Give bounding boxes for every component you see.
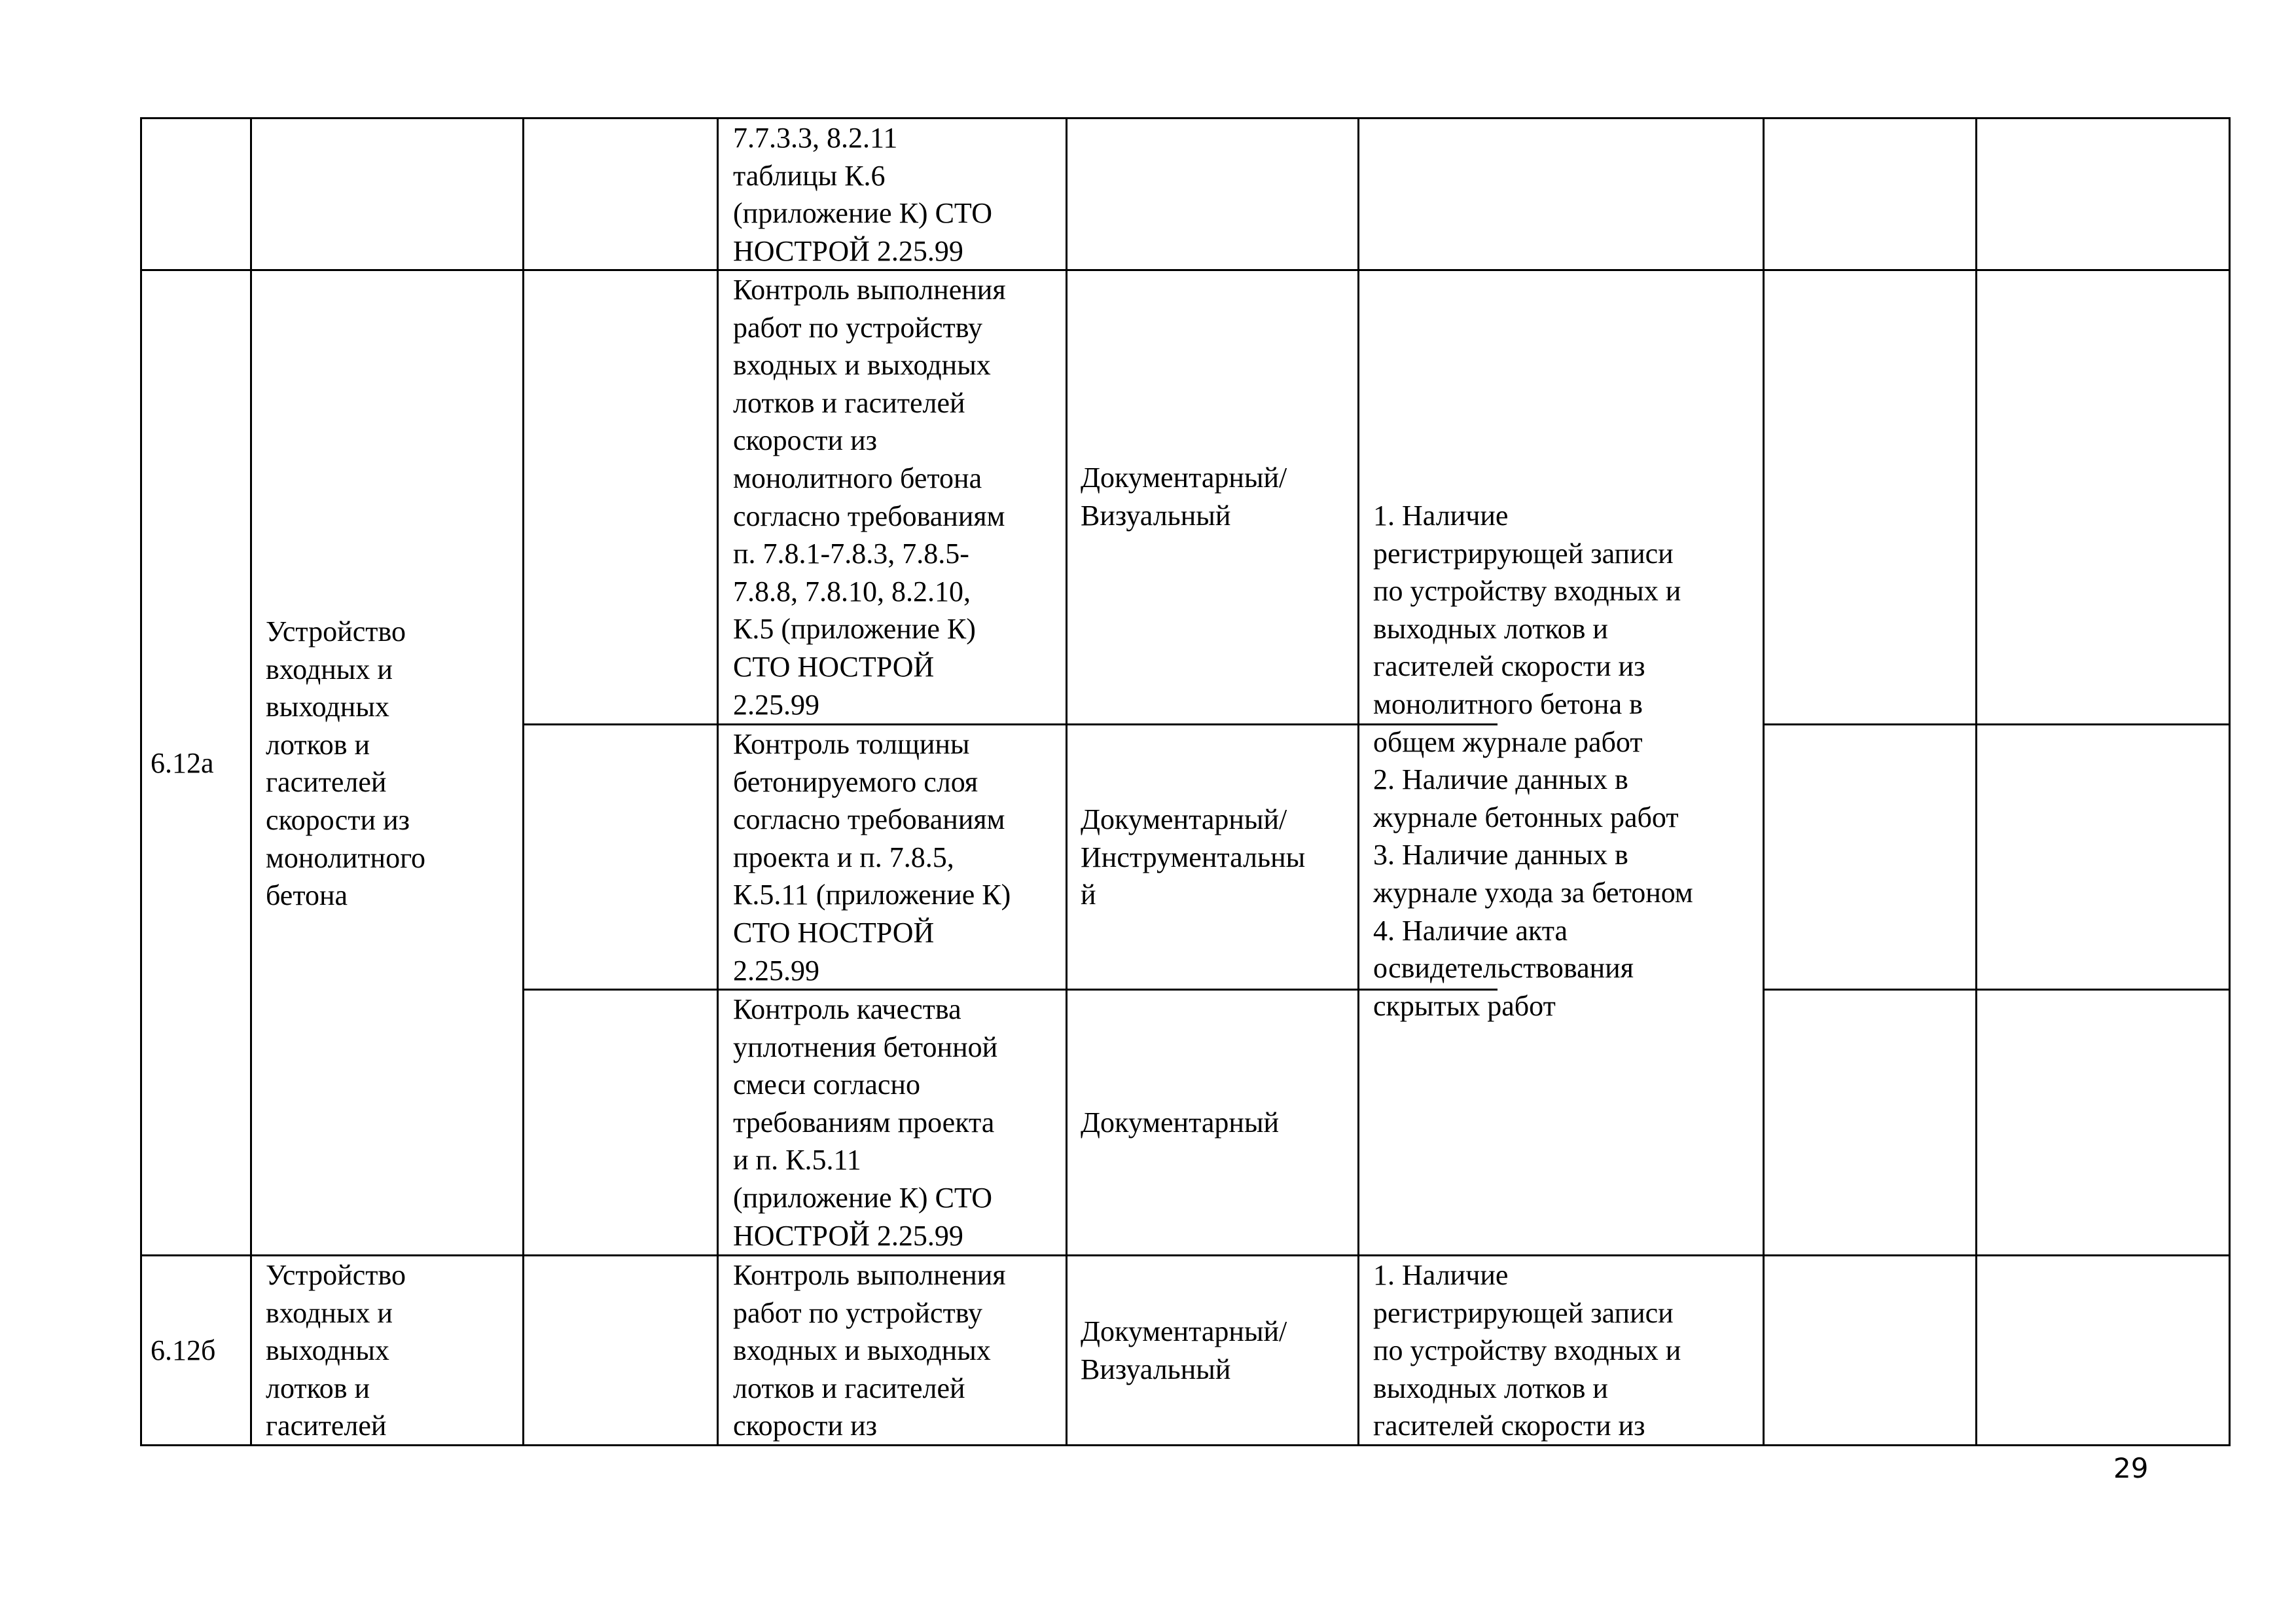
control-method-cell: Документарный/ Инструментальны й	[1081, 803, 1306, 911]
row-divider	[140, 1254, 2231, 1256]
row-divider	[524, 989, 1498, 991]
page-number: 29	[2113, 1452, 2149, 1484]
row-divider	[140, 269, 2231, 271]
requirement-cell: Контроль выполнения работ по устройству входных и выходных лотков и гасителей скорости из монолитного бетона согласно требованиям п. 7.8.1-7.8.3, 7.8.5- 7.8.8, 7.8.10, 8.2.10, К.5 (приложение К) СТО НОСТРОЙ 2.25.99	[733, 274, 1006, 721]
table-border-top	[140, 117, 2231, 119]
documents-cell: 1. Наличие регистрирующей записи по устройству входных и выходных лотков и гасителей скорости из	[1373, 1259, 1681, 1442]
table-border-left	[140, 117, 142, 1446]
control-method-cell: Документарный/ Визуальный	[1081, 462, 1287, 532]
requirement-cell: Контроль качества уплотнения бетонной смеси согласно требованиям проекта и п. К.5.11 (приложение К) СТО НОСТРОЙ 2.25.99	[733, 993, 998, 1252]
column-divider	[1357, 117, 1359, 1446]
requirement-cell: 7.7.3.3, 8.2.11 таблицы К.6 (приложение К) СТО НОСТРОЙ 2.25.99	[733, 122, 992, 267]
column-divider	[1066, 117, 1067, 1446]
documents-cell: 1. Наличие регистрирующей записи по устройству входных и выходных лотков и гасителей скорости из монолитного бетона в общем журнале работ 2. Наличие данных в журнале бетонных работ 3. Наличие данных в журнале ухода за бетоном 4. Наличие акта освидетельствования скрытых работ	[1373, 500, 1693, 1022]
requirement-cell: Контроль выполнения работ по устройству входных и выходных лотков и гасителей скорости из	[733, 1259, 1006, 1442]
row-number: 6.12а	[151, 747, 214, 779]
row-divider	[1765, 723, 2231, 725]
control-method-cell: Документарный	[1081, 1106, 1280, 1139]
row-divider	[1765, 989, 2231, 991]
column-divider	[1763, 117, 1765, 1446]
table-border-bottom	[140, 1444, 2231, 1446]
table-border-right	[2229, 117, 2231, 1446]
column-divider	[717, 117, 719, 1446]
work-name-cell: Устройство входных и выходных лотков и гасителей скорости из монолитного бетона	[266, 615, 426, 912]
row-divider	[524, 723, 1498, 725]
requirement-cell: Контроль толщины бетонируемого слоя согласно требованиям проекта и п. 7.8.5, К.5.11 (приложение К) СТО НОСТРОЙ 2.25.99	[733, 728, 1011, 987]
work-name-cell: Устройство входных и выходных лотков и гасителей	[266, 1259, 406, 1442]
control-method-cell: Документарный/ Визуальный	[1081, 1315, 1287, 1385]
column-divider	[522, 117, 524, 1446]
column-divider	[250, 117, 252, 1446]
column-divider	[1975, 117, 1977, 1446]
row-number: 6.12б	[151, 1334, 216, 1366]
inspection-table	[140, 117, 2231, 1446]
